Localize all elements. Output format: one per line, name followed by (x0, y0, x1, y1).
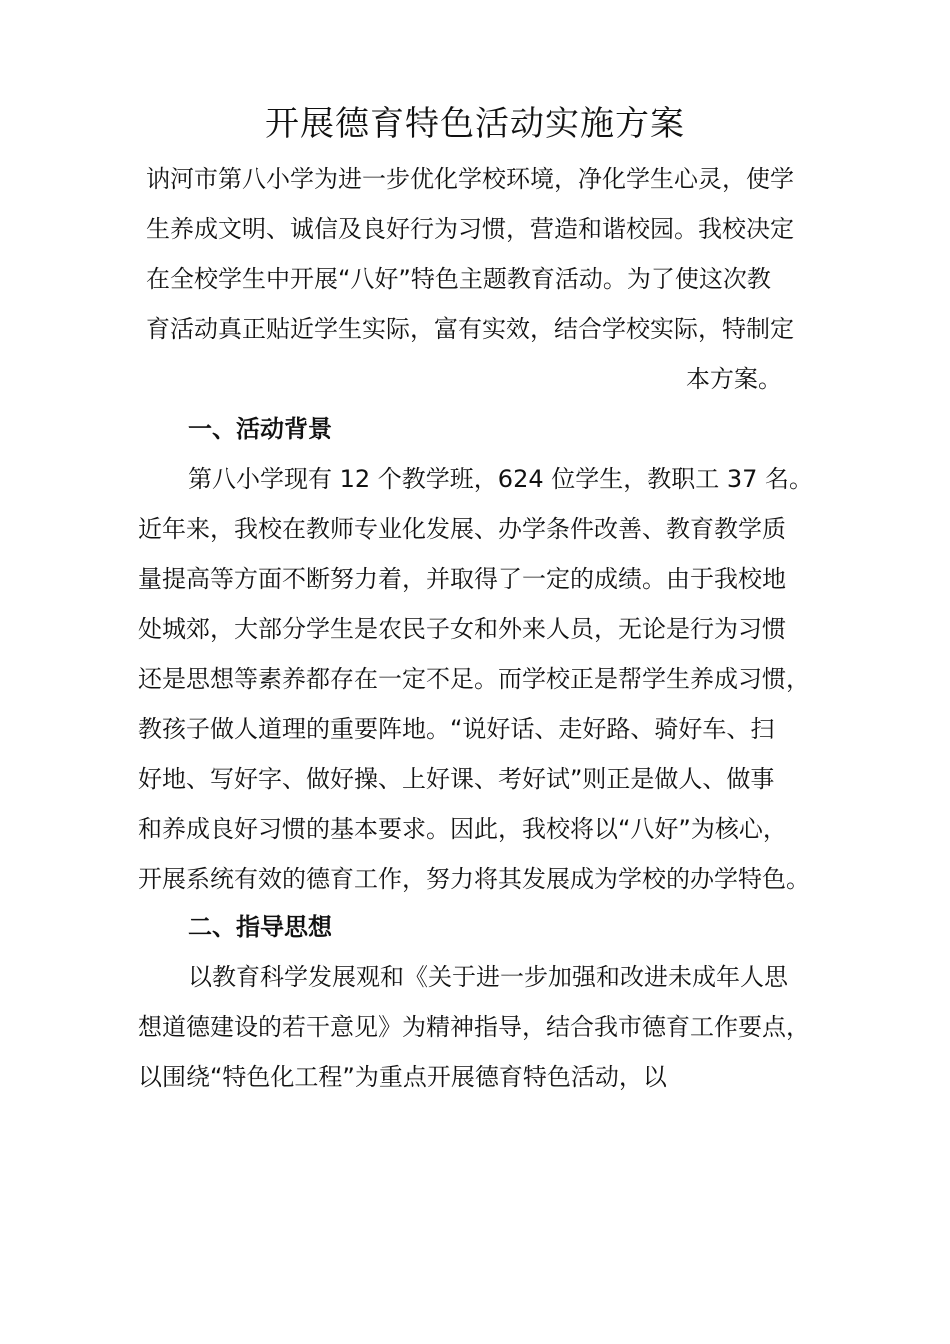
intro-line: 在全校学生中开展“八好”特色主题教育活动。为了使这次教 (146, 265, 771, 293)
section-background-line: 还是思想等素养都存在一定不足。而学校正是帮学生养成习惯， (138, 665, 810, 693)
section-heading-guiding-thought: 二、指导思想 (188, 913, 332, 941)
section-heading-background: 一、活动背景 (188, 415, 332, 443)
intro-line: 育活动真正贴近学生实际，富有实效，结合学校实际，特制定 (146, 315, 794, 343)
section-background-line: 好地、写好字、做好操、上好课、考好试”则正是做人、做事 (138, 765, 775, 793)
section-background-line: 量提高等方面不断努力着，并取得了一定的成绩。由于我校地 (138, 565, 786, 593)
section-background-line: 开展系统有效的德育工作，努力将其发展成为学校的办学特色。 (138, 865, 810, 893)
section-guiding-line: 以教育科学发展观和《关于进一步加强和改进未成年人思 (188, 963, 788, 991)
intro-line: 生养成文明、诚信及良好行为习惯，营造和谐校园。我校决定 (146, 215, 794, 243)
section-background-line: 第八小学现有 12 个教学班，624 位学生，教职工 37 名。 (188, 465, 814, 493)
section-background-line: 处城郊，大部分学生是农民子女和外来人员，无论是行为习惯 (138, 615, 786, 643)
section-guiding-line: 想道德建设的若干意见》为精神指导，结合我市德育工作要点， (138, 1013, 810, 1041)
section-background-line: 和养成良好习惯的基本要求。因此，我校将以“八好”为核心， (138, 815, 787, 843)
intro-line-end: 本方案。 (686, 365, 782, 393)
intro-line: 讷河市第八小学为进一步优化学校环境，净化学生心灵，使学 (146, 165, 794, 193)
section-background-line: 近年来，我校在教师专业化发展、办学条件改善、教育教学质 (138, 515, 786, 543)
section-guiding-line: 以围绕“特色化工程”为重点开展德育特色活动，以 (138, 1063, 667, 1091)
section-background-line: 教孩子做人道理的重要阵地。“说好话、走好路、骑好车、扫 (138, 715, 775, 743)
document-title: 开展德育特色活动实施方案 (265, 104, 685, 144)
